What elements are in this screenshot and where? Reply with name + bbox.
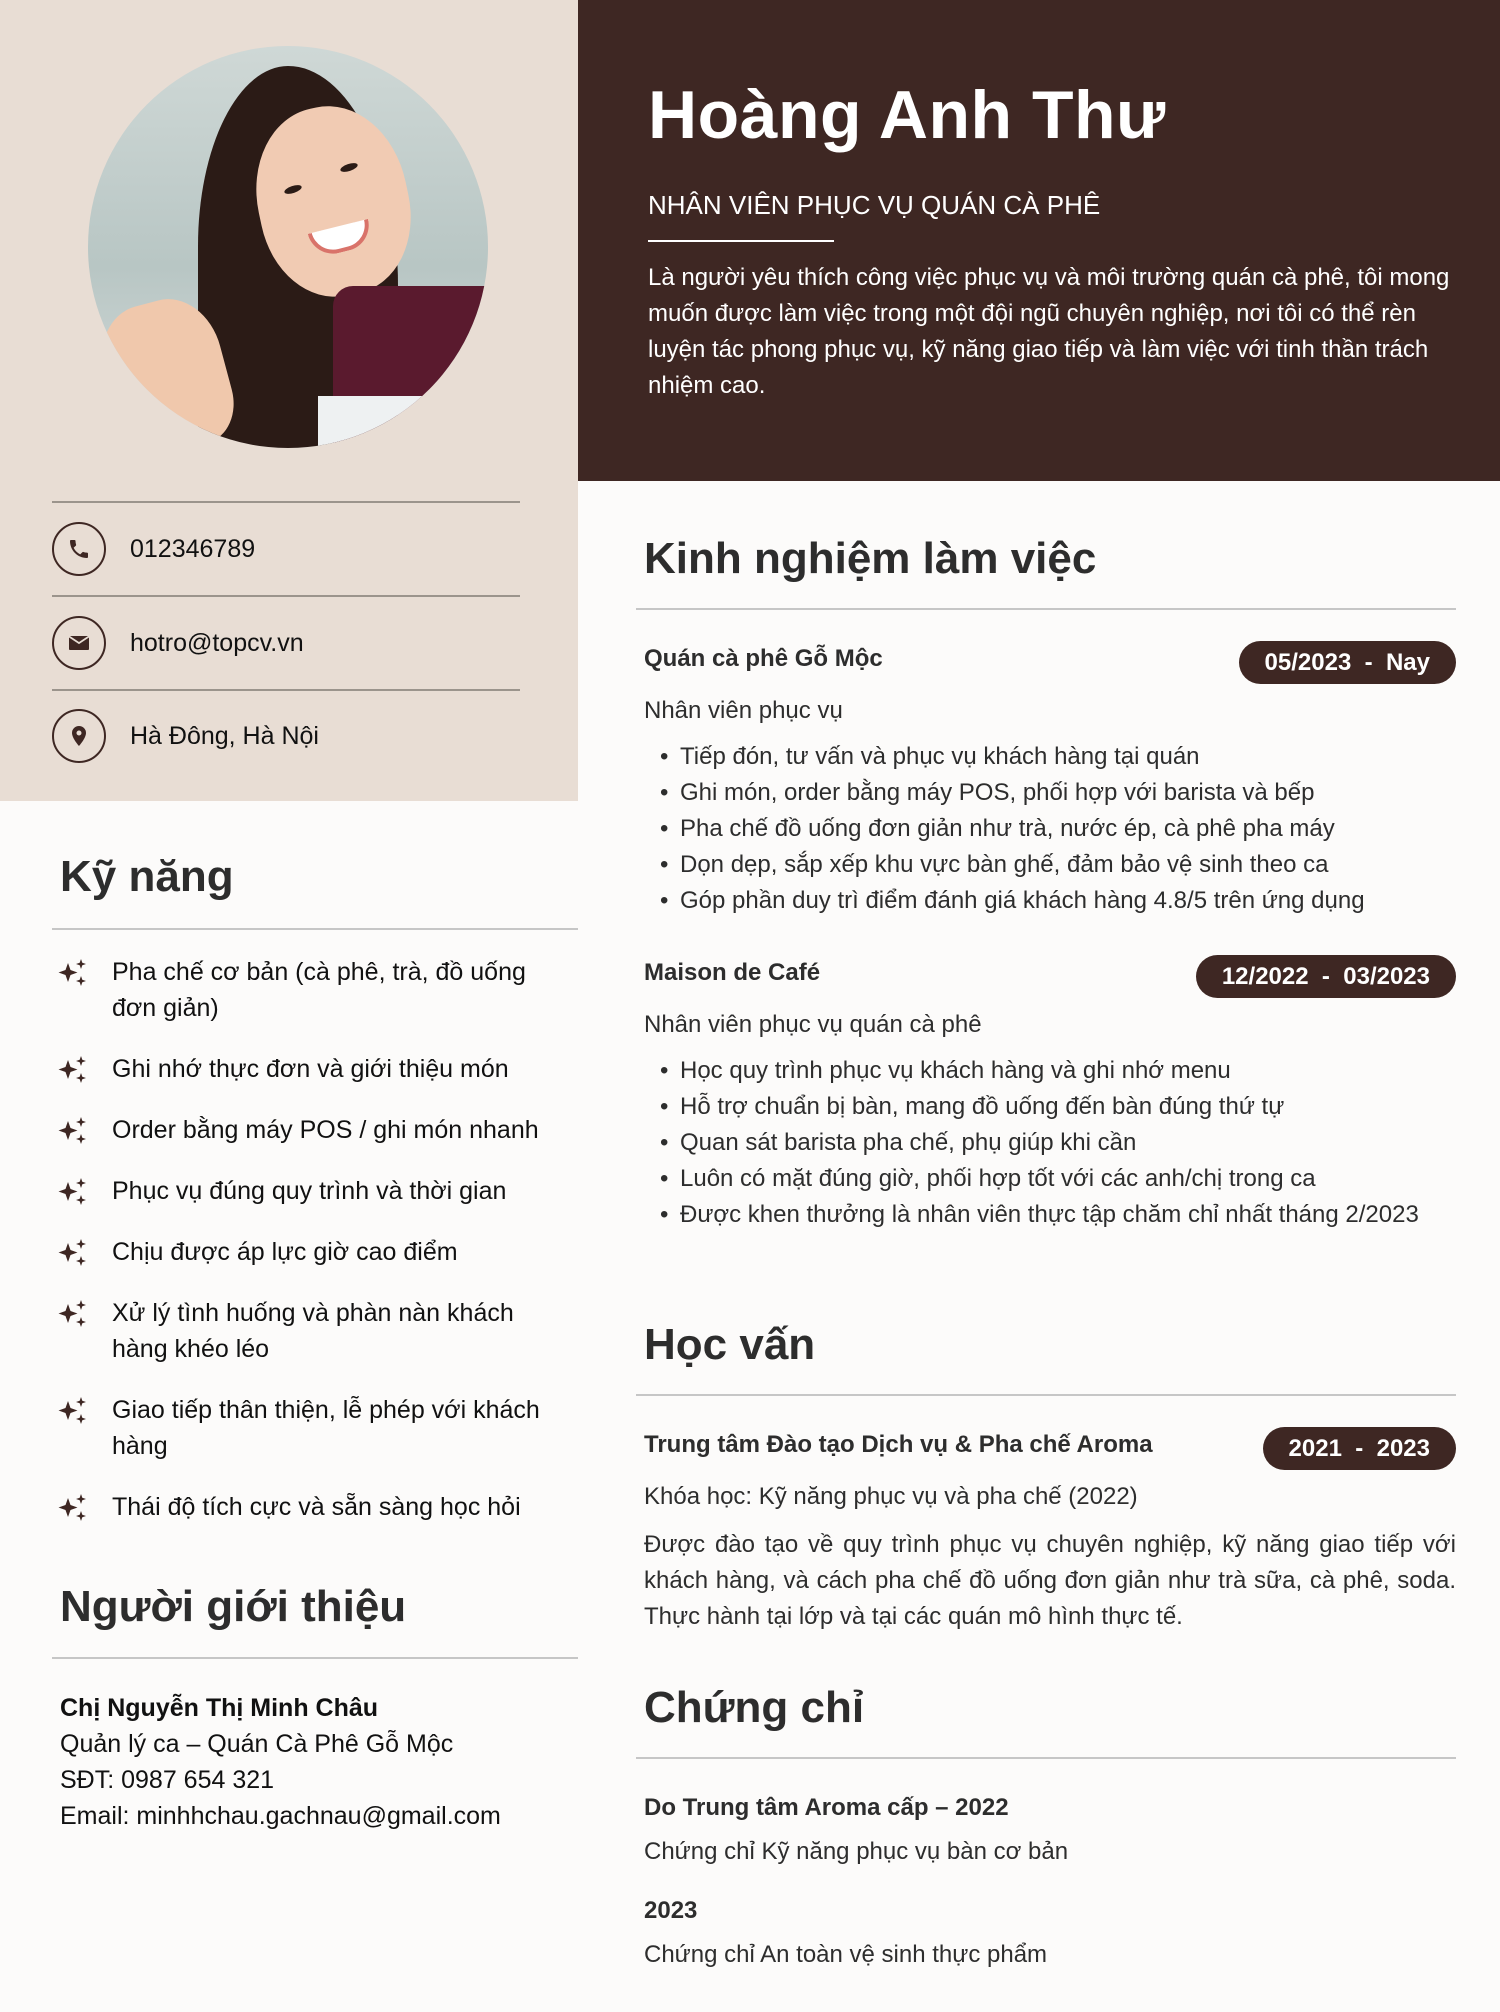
job-bullets bbox=[644, 739, 1456, 919]
contact-divider bbox=[52, 501, 520, 503]
sparkle-icon bbox=[56, 1237, 90, 1267]
phone-value: 012346789 bbox=[130, 534, 256, 563]
school-name: Trung tâm Đào tạo Dịch vụ & Pha chế Aroma bbox=[644, 1431, 1153, 1458]
skills-heading: Kỹ năng bbox=[60, 852, 234, 901]
skill-item: Thái độ tích cực và sẵn sàng học hỏi bbox=[52, 1489, 572, 1525]
company-name: Maison de Café bbox=[644, 959, 821, 986]
certificate-name: Chứng chỉ Kỹ năng phục vụ bàn cơ bản bbox=[644, 1838, 1069, 1865]
envelope-icon bbox=[52, 616, 106, 670]
skill-item: Phục vụ đúng quy trình và thời gian bbox=[52, 1173, 572, 1209]
bullet-item: • Tiếp đón, tư vấn và phục vụ khách hàng tại quán bbox=[660, 739, 1456, 775]
bullet-item: • Góp phần duy trì điểm đánh giá khách hàng 4.8/5 trên ứng dụng bbox=[660, 883, 1456, 919]
job-title: NHÂN VIÊN PHỤC VỤ QUÁN CÀ PHÊ bbox=[648, 190, 1101, 220]
company-name: Quán cà phê Gỗ Mộc bbox=[644, 645, 883, 672]
job-entry bbox=[644, 641, 1456, 919]
job-role: Nhân viên phục vụ bbox=[644, 697, 843, 724]
address-value: Hà Đông, Hà Nội bbox=[130, 721, 319, 750]
phone-icon bbox=[52, 522, 106, 576]
reference-position: Quản lý ca – Quán Cà Phê Gỗ Mộc bbox=[60, 1730, 454, 1758]
date-badge: 2021 - 2023 bbox=[1263, 1427, 1456, 1470]
date-badge: 05/2023 - Nay bbox=[1239, 641, 1456, 684]
sparkle-icon bbox=[56, 1298, 90, 1328]
contact-divider bbox=[52, 689, 520, 691]
title-divider bbox=[648, 240, 834, 242]
contact-phone bbox=[52, 521, 520, 577]
sparkle-icon bbox=[56, 1115, 90, 1145]
location-pin-icon bbox=[52, 709, 106, 763]
education-divider bbox=[636, 1394, 1456, 1396]
reference-phone: SĐT: 0987 654 321 bbox=[60, 1766, 275, 1794]
sparkle-icon bbox=[56, 1395, 90, 1425]
sparkle-icon bbox=[56, 1054, 90, 1084]
date-badge: 12/2022 - 03/2023 bbox=[1196, 955, 1456, 998]
experience-divider bbox=[636, 608, 1456, 610]
reference-email: Email: minhhchau.gachnau@gmail.com bbox=[60, 1802, 501, 1830]
course-name: Khóa học: Kỹ năng phục vụ và pha chế (2022) bbox=[644, 1483, 1138, 1510]
bullet-item: • Luôn có mặt đúng giờ, phối hợp tốt với các anh/chị trong ca bbox=[660, 1161, 1456, 1197]
contact-address bbox=[52, 708, 520, 764]
references-heading: Người giới thiệu bbox=[60, 1582, 407, 1631]
skill-item: Pha chế cơ bản (cà phê, trà, đồ uống đơn giản) bbox=[52, 954, 572, 1026]
bullet-item: • Ghi món, order bằng máy POS, phối hợp với barista và bếp bbox=[660, 775, 1456, 811]
bullet-item: • Quan sát barista pha chế, phụ giúp khi cần bbox=[660, 1125, 1456, 1161]
bullet-item: • Pha chế đồ uống đơn giản như trà, nước ép, cà phê pha máy bbox=[660, 811, 1456, 847]
bullet-item: • Hỗ trợ chuẩn bị bàn, mang đồ uống đến bàn đúng thứ tự bbox=[660, 1089, 1456, 1125]
certificate-entry bbox=[644, 1897, 1456, 1969]
education-description: Được đào tạo về quy trình phục vụ chuyên nghiệp, kỹ năng giao tiếp với khách hàng, và cách pha chế đồ uống đơn giản như trà sữa, cà phê, soda. Thực hành tại lớp và tại các quán mô hình thực tế. bbox=[644, 1531, 1456, 1630]
certificate-name: Chứng chỉ An toàn vệ sinh thực phẩm bbox=[644, 1941, 1048, 1968]
bullet-item: • Dọn dẹp, sắp xếp khu vực bàn ghế, đảm bảo vệ sinh theo ca bbox=[660, 847, 1456, 883]
candidate-name: Hoàng Anh Thư bbox=[648, 77, 1166, 153]
job-entry bbox=[644, 955, 1456, 1233]
email-value: hotro@topcv.vn bbox=[130, 628, 304, 657]
certificates-heading: Chứng chỉ bbox=[644, 1683, 865, 1732]
contact-email bbox=[52, 615, 520, 671]
education-entry bbox=[644, 1427, 1456, 1635]
reference-entry bbox=[60, 1690, 501, 1834]
job-role: Nhân viên phục vụ quán cà phê bbox=[644, 1011, 982, 1038]
education-heading: Học vấn bbox=[644, 1320, 816, 1369]
sparkle-icon bbox=[56, 1176, 90, 1206]
skill-item: Chịu được áp lực giờ cao điểm bbox=[52, 1234, 572, 1270]
contact-divider bbox=[52, 595, 520, 597]
skills-list bbox=[52, 954, 572, 1550]
sparkle-icon bbox=[56, 1492, 90, 1522]
job-bullets bbox=[644, 1053, 1456, 1233]
skill-item: Xử lý tình huống và phàn nàn khách hàng khéo léo bbox=[52, 1295, 572, 1367]
sparkle-icon bbox=[56, 957, 90, 987]
skill-item: Giao tiếp thân thiện, lễ phép với khách hàng bbox=[52, 1392, 572, 1464]
bullet-item: • Học quy trình phục vụ khách hàng và ghi nhớ menu bbox=[660, 1053, 1456, 1089]
certificate-year: 2023 bbox=[644, 1897, 698, 1924]
skills-divider bbox=[52, 928, 578, 930]
certificate-entry bbox=[644, 1794, 1456, 1866]
bullet-item: • Được khen thưởng là nhân viên thực tập chăm chỉ nhất tháng 2/2023 bbox=[660, 1197, 1456, 1233]
certificate-issuer: Do Trung tâm Aroma cấp – 2022 bbox=[644, 1794, 1009, 1821]
career-summary: Là người yêu thích công việc phục vụ và môi trường quán cà phê, tôi mong muốn được làm việc trong một đội ngũ chuyên nghiệp, nơi tôi có thể rèn luyện tác phong phục vụ, kỹ năng giao tiếp và làm việc với tinh thần trách nhiệm cao. bbox=[648, 264, 1450, 399]
skill-item: Ghi nhớ thực đơn và giới thiệu món bbox=[52, 1051, 572, 1087]
references-divider bbox=[52, 1657, 578, 1659]
experience-heading: Kinh nghiệm làm việc bbox=[644, 534, 1097, 583]
reference-name: Chị Nguyễn Thị Minh Châu bbox=[60, 1694, 379, 1722]
certificates-divider bbox=[636, 1757, 1456, 1759]
skill-item: Order bằng máy POS / ghi món nhanh bbox=[52, 1112, 572, 1148]
profile-photo bbox=[88, 46, 488, 448]
